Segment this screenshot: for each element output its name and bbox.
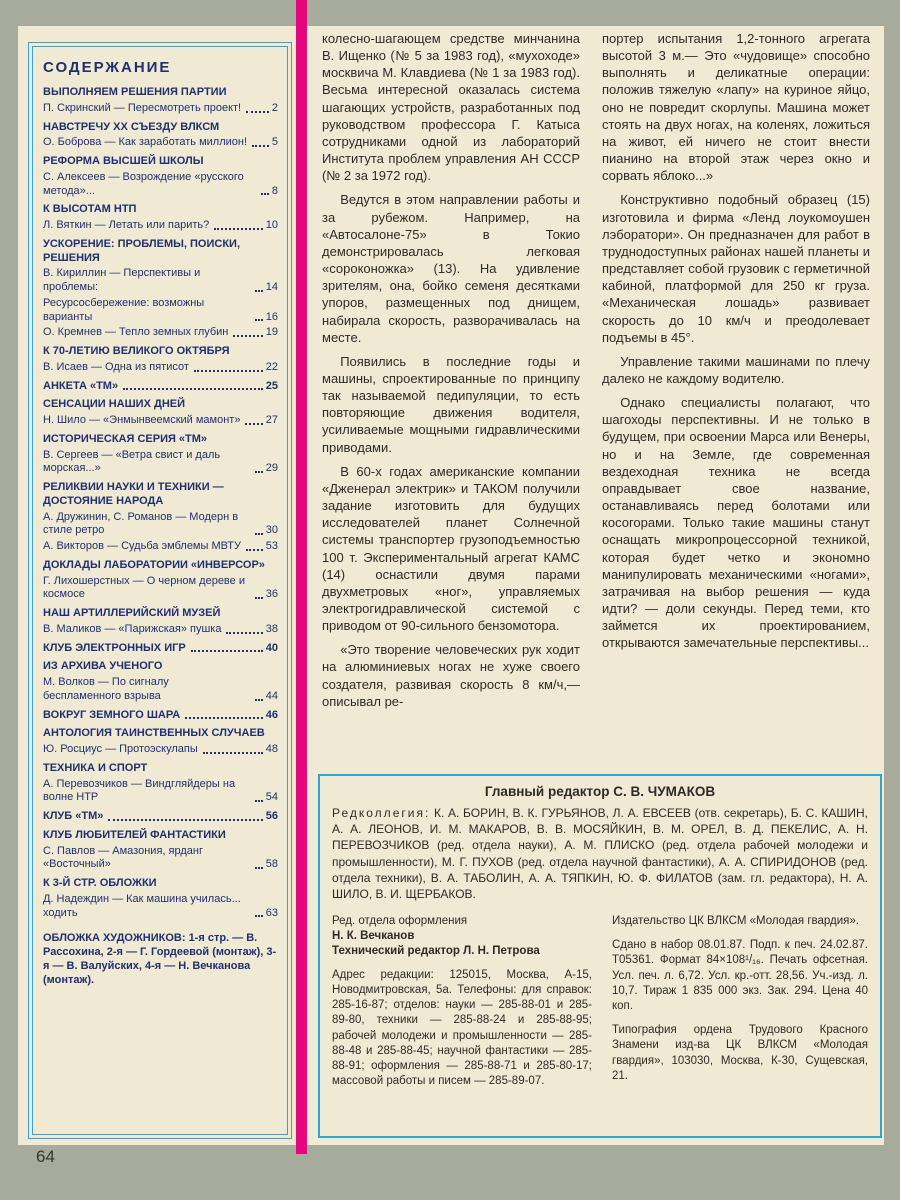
toc-page-number: 46	[265, 708, 278, 721]
toc-dot-leader	[255, 867, 263, 869]
toc-item-entry	[43, 511, 278, 539]
toc-page-number: 48	[265, 743, 278, 755]
article-paragraph: «Это творение человеческих рук ходит на алюминиевых ногах не хуже своего создателя, развивая скорость 8 км/ч,— описывал ре-	[322, 642, 580, 709]
toc-item-text: В. Маликов — «Парижская» пушка	[43, 622, 222, 635]
accent-stripe	[296, 0, 307, 1154]
toc-dot-leader	[194, 370, 263, 372]
toc-item-text: РЕФОРМА ВЫСШЕЙ ШКОЛЫ	[43, 155, 204, 167]
toc-item-text: В. Кириллин — Перспективы и проблемы:	[43, 267, 201, 293]
toc-page-number: 5	[271, 136, 278, 149]
toc-page-number: 25	[265, 379, 278, 392]
toc-item-entry	[43, 778, 278, 806]
board-members: К. А. БОРИН, В. К. ГУРЬЯНОВ, Л. А. ЕВСЕЕВ (отв. секретарь), Б. С. КАШИН, А. А. ЛЕОНОВ, И. М. МАКАРОВ, В. В. МОСЯЙКИН, В. М. ОРЕЛ, В. Д. ПЕКЕЛИС, А. Н. ПЕРЕВОЗЧИКОВ (ред. отдела науки), А. М. ПЛИСКО (ред. отдела рабочей молодежи и промышленности), М. Г. ПУХОВ (ред. отдела научной фантастики), А. А. СПИРИДОНОВ (ред. отдела техники), В. А. ТАБОЛИН, А. А. ТЯПКИН, Ю. Ф. ФИЛАТОВ (зам. гл. редактора), Н. А. ШИЛО, В. И. ЩЕРБАКОВ.	[332, 806, 868, 901]
toc-title: СОДЕРЖАНИЕ	[43, 59, 172, 76]
toc-item-text: О. Кремнев — Тепло земных глубин	[43, 326, 229, 339]
toc-page-number: 54	[265, 791, 278, 804]
toc-item-text: В. Сергеев — «Ветра свист и даль морская...»	[43, 448, 221, 475]
toc-item-text: КЛУБ «ТМ»	[43, 810, 104, 822]
toc-page-number: 30	[265, 524, 278, 537]
article-paragraph: Конструктивно подобный образец (15) изготовила и фирма «Ленд лоукомоушен лэборатори». Он предназначен для работ в труднодоступных районах нашей планеты и представляет собой грузовик с герметичной кабиной, платформой для 250 кг груза. «Механическая лошадь» развивает скорость до 10 км/ч и преодолевает подъемы в 45°.	[602, 192, 870, 345]
toc-dot-leader	[246, 549, 263, 551]
toc-dot-leader	[108, 819, 262, 821]
article-paragraph: Появились в последние годы и машины, спроектированные по принципу так называемой педипуляции, то есть повторяющие движения водителя, усиливаемые мощными гидравлическими приводами.	[322, 353, 580, 455]
toc-dot-leader	[203, 752, 263, 754]
article-paragraph: колесно-шагающем средстве минчанина В. Ищенко (№ 5 за 1983 год), «мухоходе» москвича М. Клавдиева (№ 1 за 1983 год). Весьма интересной оказалась система шагающих устройств, разработанных под руководством профессора Г. Катыса сотрудниками одной из лабораторий Института проблем управления АН СССР (№ 2 за 1972 год).	[322, 31, 580, 184]
toc-item-text: М. Волков — По сигналу беспламенного взрыва	[43, 676, 169, 702]
toc-page-number: 36	[265, 588, 278, 601]
toc-item-section	[43, 121, 278, 135]
toc-item-text: КЛУБ ЭЛЕКТРОННЫХ ИГР	[43, 641, 186, 654]
toc-dot-leader	[255, 597, 263, 599]
design-editor-label: Ред. отдела оформления	[332, 915, 468, 928]
masthead-columns	[332, 914, 868, 1089]
toc-dot-leader	[123, 388, 263, 390]
toc-item-text: С. Павлов — Амазония, ярданг «Восточный»	[43, 844, 203, 871]
toc-item-section	[43, 238, 278, 266]
toc-item-section	[43, 559, 278, 573]
toc-page-number: 8	[271, 184, 278, 197]
toc-page-number: 10	[265, 219, 278, 231]
toc-dot-leader	[261, 193, 269, 195]
toc-item-section	[43, 709, 278, 723]
printer-info: Типография ордена Трудового Красного Знамени изд-ва ЦК ВЛКСМ «Молодая гвардия», 103030, Москва, К-30, Сущевская, 21.	[612, 1024, 868, 1082]
toc-item-section	[43, 203, 278, 217]
toc-item-text: ТЕХНИКА И СПОРТ	[43, 761, 148, 774]
tech-editor-line: Технический редактор Л. Н. Петрова	[332, 945, 540, 957]
toc-item-section	[43, 433, 278, 447]
toc-item-text: В. Исаев — Одна из пятисот	[43, 360, 189, 373]
toc-item-section	[43, 380, 278, 394]
toc-page-number: 58	[265, 858, 278, 871]
toc-item-section	[43, 481, 278, 509]
article-paragraph: портер испытания 1,2-тонного агрегата высотой 3 м.— Это «чудовище» способно выполнять и деликатные операции: положив тяжелую «лапу» на куриное яйцо, оно не повредит скорлупы. Машина может стоять на двух ногах, на коленях, ложиться на живот, ей ничего не стоит внести пианино на второй этаж через окно и сорвать яблоко...»	[602, 31, 870, 184]
toc-item-text: О. Боброва — Как заработать миллион!	[43, 136, 248, 149]
toc-item-text: Ресурсосбережение: возможны варианты	[43, 296, 205, 323]
toc-item-note	[43, 932, 278, 987]
toc-list	[43, 86, 278, 987]
toc-item-text: П. Скринский — Пересмотреть проект!	[43, 101, 242, 114]
toc-item-text: НАВСТРЕЧУ XX СЪЕЗДУ ВЛКСМ	[43, 120, 220, 133]
toc-item-entry	[43, 893, 278, 921]
toc-item-text: Д. Надеждин — Как машина училась... ходить	[43, 892, 241, 919]
toc-page-number: 63	[265, 906, 278, 919]
toc-item-text: КЛУБ ЛЮБИТЕЛЕЙ ФАНТАСТИКИ	[43, 828, 226, 841]
toc-page-number: 16	[265, 310, 278, 323]
toc-item-section	[43, 727, 278, 741]
editorial-board	[332, 805, 868, 902]
article-paragraph: Однако специалисты полагают, что шагоходы перспективны. И не только в будущем, при освоении Марса или Венеры, но и на Земле, где современная вездеходная техника не всегда оправдывает свое название, останавливаясь перед болотами или косогорами. Только такие машины станут оснащать микропроцессорной техникой, которая будет четко и экономно манипулировать механическими «ногами», затрачивая на выбор решения — куда идти? — доли секунды. Перед теми, кто займется их проектированием, открываются замечательные перспективы...	[602, 395, 870, 651]
toc-page-number: 2	[271, 101, 278, 114]
masthead-right-column	[612, 914, 868, 1089]
article-col-2	[602, 30, 870, 658]
toc-dot-leader	[226, 632, 262, 634]
toc-item-text: ВЫПОЛНЯЕМ РЕШЕНИЯ ПАРТИИ	[43, 86, 227, 98]
toc-dot-leader	[255, 319, 263, 321]
design-editor-name: Н. К. Вечканов	[332, 930, 415, 943]
toc-item-text: Н. Шило — «Энмынвеемский мамонт»	[43, 414, 241, 426]
toc-item-text: АНТОЛОГИЯ ТАИНСТВЕННЫХ СЛУЧАЕВ	[43, 727, 265, 740]
toc-item-entry	[43, 449, 278, 477]
toc-page-number: 44	[265, 689, 278, 702]
toc-item-entry	[43, 676, 278, 704]
toc-item-text: НАШ АРТИЛЛЕРИЙСКИЙ МУЗЕЙ	[43, 607, 221, 619]
toc-item-text: А. Перевозчиков — Виндгляйдеры на волне НТР	[43, 777, 236, 804]
toc-item-text: Г. Лихошерстных — О черном дереве и космосе	[43, 574, 245, 601]
toc-item-text: К 3-Й СТР. ОБЛОЖКИ	[43, 877, 157, 889]
toc-item-text: К 70-ЛЕТИЮ ВЕЛИКОГО ОКТЯБРЯ	[43, 345, 230, 357]
toc-item-text: Ю. Росциус — Протоэскулапы	[43, 743, 198, 755]
board-label: Редколлегия:	[332, 806, 431, 820]
toc-item-text: С. Алексеев — Возрождение «русского метода»...	[43, 170, 244, 197]
toc-item-text: ОБЛОЖКА ХУДОЖНИКОВ: 1-я стр. — В. Рассохина, 2-я — Г. Гордеевой (монтаж), 3-я — В. Валуйских, 4-я — Н. Вечканова (монтаж).	[43, 932, 277, 986]
page-number: 64	[36, 1147, 55, 1166]
toc-dot-leader	[245, 423, 262, 425]
toc-item-text: ИЗ АРХИВА УЧЕНОГО	[43, 660, 163, 673]
toc-item-entry	[43, 361, 278, 375]
toc-item-section	[43, 86, 278, 100]
toc-item-section	[43, 345, 278, 359]
article-paragraph: Ведутся в этом направлении работы и за рубежом. Например, на «Автосалоне-75» в Токио демонстрировалась легковая «сороконожка» (13). На удивление зрителям, она, бойко семеня десятками упоров, размещенных под днищем, набирала скорость, разворачивалась на месте.	[322, 192, 580, 345]
toc-page-number: 38	[265, 622, 278, 635]
toc-item-text: К ВЫСОТАМ НТП	[43, 203, 137, 216]
article-paragraph: В 60-х годах американские компании «Дженерал электрик» и ТАКОМ получили задание изготовить для будущих исследователей планет Солнечной системы транспортер грузоподъемностью 100 т. Экспериментальный агрегат КАМС (14) оснастили двумя парами двухметровых «ног», управляемых электрогидравлической системой с приводом от 90-сильного бензомотора.	[322, 463, 580, 634]
masthead-left-column	[332, 914, 592, 1089]
masthead-box	[318, 774, 882, 1138]
toc-item-section	[43, 398, 278, 412]
toc-item-section	[43, 155, 278, 169]
toc-page-number: 27	[265, 414, 278, 426]
toc-item-text: УСКОРЕНИЕ: ПРОБЛЕМЫ, ПОИСКИ, РЕШЕНИЯ	[43, 237, 241, 264]
toc-item-section	[43, 607, 278, 621]
toc-item-entry	[43, 136, 278, 150]
toc-item-section	[43, 829, 278, 843]
chief-editor-line: Главный редактор С. В. ЧУМАКОВ	[484, 784, 716, 799]
toc-item-text: А. Дружинин, С. Романов — Модерн в стиле ретро	[43, 510, 239, 537]
toc-item-text: Л. Вяткин — Летать или парить?	[43, 219, 210, 231]
toc-item-text: АНКЕТА «ТМ»	[43, 379, 119, 392]
toc-dot-leader	[252, 145, 269, 147]
toc-item-section	[43, 810, 278, 824]
toc-dot-leader	[255, 290, 263, 292]
toc-item-entry	[43, 267, 278, 295]
toc-dot-leader	[191, 650, 263, 652]
toc-dot-leader	[255, 471, 263, 473]
toc-page-number: 53	[265, 540, 278, 552]
toc-page-number: 14	[265, 281, 278, 293]
toc-page-number: 19	[265, 326, 278, 339]
toc-item-section	[43, 877, 278, 891]
toc-item-section	[43, 642, 278, 656]
toc-item-entry	[43, 540, 278, 554]
toc-item-entry	[43, 623, 278, 637]
toc-item-text: ИСТОРИЧЕСКАЯ СЕРИЯ «ТМ»	[43, 432, 208, 445]
toc-item-section	[43, 762, 278, 776]
toc-dot-leader	[255, 915, 263, 917]
toc-item-text: РЕЛИКВИИ НАУКИ И ТЕХНИКИ — ДОСТОЯНИЕ НАРОДА	[43, 481, 224, 507]
toc-item-entry	[43, 326, 278, 340]
toc-item-text: ВОКРУГ ЗЕМНОГО ШАРА	[43, 708, 181, 721]
print-info: Сдано в набор 08.01.87. Подп. к печ. 24.02.87. Т05361. Формат 84×108¹/₁₆. Печать офсетная. Усл. печ. л. 6,72. Усл. кр.-отт. 28,56. Уч.-изд. л. 10,7. Тираж 1 835 000 экз. Зак. 294. Цена 40 коп.	[612, 939, 868, 1012]
toc-dot-leader	[233, 335, 262, 337]
toc-item-entry	[43, 171, 278, 199]
toc-page-number: 29	[265, 462, 278, 475]
toc-item-entry	[43, 575, 278, 603]
article-paragraph: Управление такими машинами по плечу далеко не каждому водителю.	[602, 353, 870, 386]
toc-dot-leader	[214, 228, 262, 230]
toc-item-text: СЕНСАЦИИ НАШИХ ДНЕЙ	[43, 398, 186, 411]
toc-item-text: ДОКЛАДЫ ЛАБОРАТОРИИ «ИНВЕРСОР»	[43, 558, 265, 571]
toc-page-number: 22	[265, 360, 278, 373]
toc-item-entry	[43, 219, 278, 233]
toc-item-entry	[43, 845, 278, 873]
toc-item-entry	[43, 297, 278, 325]
toc-dot-leader	[255, 699, 263, 701]
toc-dot-leader	[255, 533, 263, 535]
publisher-line: Издательство ЦК ВЛКСМ «Молодая гвардия».	[612, 915, 860, 928]
toc-page-number: 40	[265, 641, 278, 654]
toc-item-entry	[43, 414, 278, 428]
toc-box-inner	[32, 46, 288, 1135]
toc-dot-leader	[246, 111, 269, 113]
article-col-1	[322, 30, 580, 717]
toc-page-number: 56	[265, 810, 278, 822]
toc-dot-leader	[185, 717, 263, 719]
toc-item-text: А. Викторов — Судьба эмблемы МВТУ	[43, 540, 241, 552]
toc-item-section	[43, 660, 278, 674]
toc-dot-leader	[255, 800, 263, 802]
editorial-address: Адрес редакции: 125015, Москва, А-15, Новодмитровская, 5а. Телефоны: для справок: 285-16-87; отделов: науки — 285-88-01 и 285-89-80, техники — 285-88-24 и 285-88-95; рабочей молодежи и промышленности — 285-88-48 и 285-88-45; научной фантастики — 285-88-91; оформления — 285-88-71 и 285-80-17; массовой работы и писем — 285-89-07.	[332, 968, 592, 1088]
toc-item-entry	[43, 102, 278, 116]
toc-box	[28, 42, 292, 1139]
toc-item-entry	[43, 743, 278, 757]
